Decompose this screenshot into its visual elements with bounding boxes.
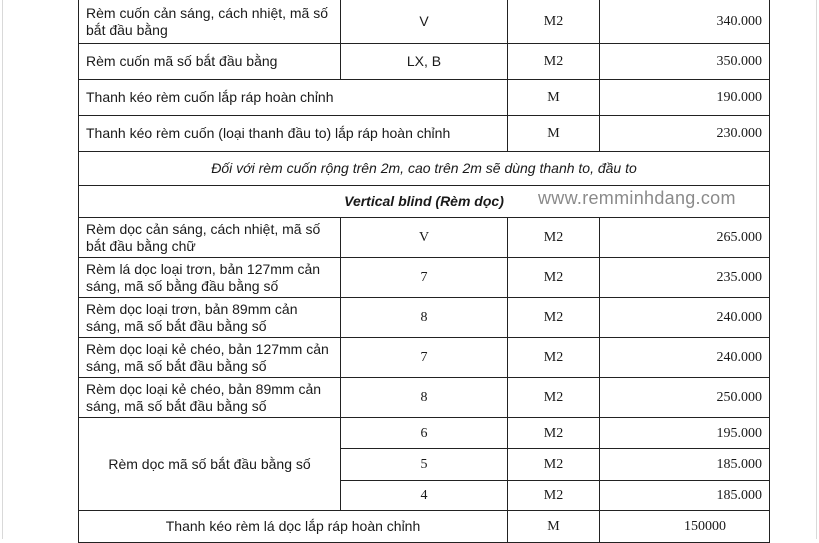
product-code: 7 [341, 338, 508, 378]
product-unit: M [508, 116, 600, 152]
product-price: 240.000 [600, 298, 770, 338]
table-row [79, 80, 770, 116]
product-unit: M2 [508, 44, 600, 80]
note-row [79, 152, 770, 186]
table-row [79, 511, 770, 543]
table-row [79, 418, 770, 449]
product-price: 265.000 [600, 218, 770, 258]
product-name: Rèm cuốn mã số bắt đầu bằng [79, 44, 341, 80]
product-price: 235.000 [600, 258, 770, 298]
product-name: Rèm dọc loại kẻ chéo, bản 127mm cản sáng, mã số bắt đầu bằng số [79, 338, 341, 378]
product-code: 8 [341, 378, 508, 418]
product-price: 250.000 [600, 378, 770, 418]
product-price: 230.000 [600, 116, 770, 152]
table-row [79, 338, 770, 378]
product-code: 4 [341, 481, 508, 511]
table-row [79, 0, 770, 44]
product-name: Thanh kéo rèm cuốn (loại thanh đầu to) lắp ráp hoàn chỉnh [79, 116, 508, 152]
product-price: 190.000 [600, 80, 770, 116]
product-name: Rèm cuốn cản sáng, cách nhiệt, mã số bắt đầu bằng [79, 0, 341, 44]
table-row [79, 298, 770, 338]
product-code: 7 [341, 258, 508, 298]
product-price: 185.000 [600, 449, 770, 481]
price-table [78, 0, 770, 543]
product-name: Rèm lá dọc loại trơn, bản 127mm cản sáng, mã số bằng đầu bằng số [79, 258, 341, 298]
product-name: Rèm dọc loại trơn, bản 89mm cản sáng, mã số bắt đầu bằng số [79, 298, 341, 338]
product-code: V [341, 218, 508, 258]
table-row [79, 218, 770, 258]
product-unit: M2 [508, 481, 600, 511]
product-unit: M [508, 80, 600, 116]
product-price: 350.000 [600, 44, 770, 80]
product-price: 340.000 [600, 0, 770, 44]
table-row [79, 378, 770, 418]
product-code: 6 [341, 418, 508, 449]
product-price: 240.000 [600, 338, 770, 378]
page-left-edge [2, 0, 3, 539]
product-code: LX, B [341, 44, 508, 80]
group-name: Rèm dọc mã số bắt đầu bằng số [79, 418, 341, 511]
table-row [79, 258, 770, 298]
product-name: Thanh kéo rèm cuốn lắp ráp hoàn chỉnh [79, 80, 508, 116]
product-name: Rèm dọc cản sáng, cách nhiệt, mã số bắt đầu bằng chữ [79, 218, 341, 258]
product-name: Thanh kéo rèm lá dọc lắp ráp hoàn chỉnh [79, 511, 508, 543]
product-price: 150000 [600, 511, 770, 543]
note-text: Đối với rèm cuốn rộng trên 2m, cao trên 2m sẽ dùng thanh to, đầu to [79, 152, 770, 186]
product-price: 185.000 [600, 481, 770, 511]
product-unit: M2 [508, 298, 600, 338]
product-name: Rèm dọc loại kẻ chéo, bản 89mm cản sáng, mã số bắt đầu bằng số [79, 378, 341, 418]
product-unit: M2 [508, 378, 600, 418]
page-right-edge [816, 0, 817, 539]
table-row [79, 116, 770, 152]
table-row [79, 44, 770, 80]
product-code: V [341, 0, 508, 44]
product-code: 5 [341, 449, 508, 481]
product-unit: M2 [508, 258, 600, 298]
product-unit: M [508, 511, 600, 543]
product-unit: M2 [508, 0, 600, 44]
product-price: 195.000 [600, 418, 770, 449]
product-unit: M2 [508, 418, 600, 449]
section-title: Vertical blind (Rèm dọc) [79, 186, 770, 218]
watermark-text: www.remminhdang.com [538, 188, 736, 208]
product-unit: M2 [508, 338, 600, 378]
product-unit: M2 [508, 218, 600, 258]
product-unit: M2 [508, 449, 600, 481]
product-code: 8 [341, 298, 508, 338]
